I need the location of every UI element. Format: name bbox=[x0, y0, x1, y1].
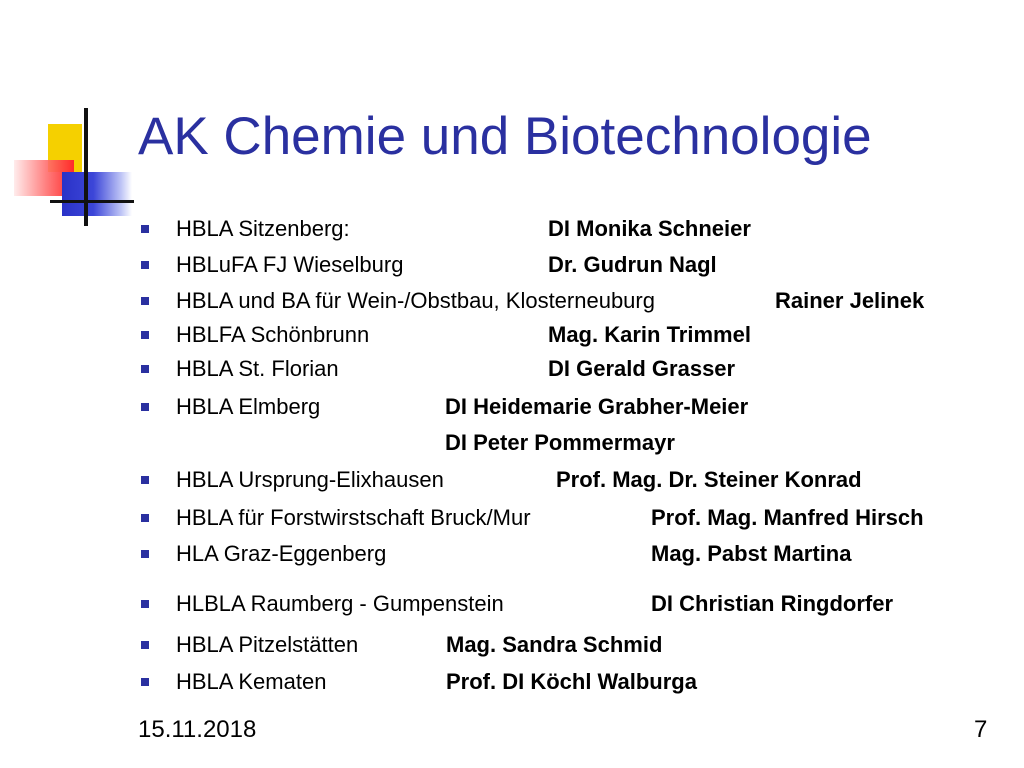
bullet-icon bbox=[141, 678, 149, 686]
list-item bbox=[0, 505, 1024, 533]
bullet-icon bbox=[141, 297, 149, 305]
bullet-icon bbox=[141, 331, 149, 339]
list-item bbox=[0, 467, 1024, 495]
bullet-icon bbox=[141, 225, 149, 233]
bullet-icon bbox=[141, 600, 149, 608]
blue-block-decoration bbox=[62, 172, 132, 216]
page-number: 7 bbox=[974, 716, 988, 743]
school-name: HBLA Ursprung-Elixhausen bbox=[176, 467, 444, 492]
list-item bbox=[0, 541, 1024, 569]
bullet-icon bbox=[141, 261, 149, 269]
footer-date: 15.11.2018 bbox=[138, 716, 257, 743]
school-name: HBLuFA FJ Wieselburg bbox=[176, 252, 404, 277]
school-name: HBLA Sitzenberg: bbox=[176, 216, 350, 241]
vertical-line-decoration bbox=[84, 108, 88, 226]
list-item bbox=[0, 252, 1024, 280]
contact-person-secondary: DI Peter Pommermayr bbox=[445, 430, 675, 455]
contact-person: Prof. Mag. Dr. Steiner Konrad bbox=[556, 467, 862, 492]
slide-title: AK Chemie und Biotechnologie bbox=[138, 107, 872, 166]
contact-person: Dr. Gudrun Nagl bbox=[548, 252, 717, 277]
school-name: HBLA Elmberg bbox=[176, 394, 321, 419]
school-name: HLBLA Raumberg - Gumpenstein bbox=[176, 591, 504, 616]
bullet-icon bbox=[141, 641, 149, 649]
school-name: HBLA Pitzelstätten bbox=[176, 632, 359, 657]
contact-person: DI Gerald Grasser bbox=[548, 356, 736, 381]
list-item bbox=[0, 591, 1024, 619]
list-item bbox=[0, 322, 1024, 350]
contact-person: Rainer Jelinek bbox=[775, 288, 925, 313]
contact-person: Mag. Karin Trimmel bbox=[548, 322, 751, 347]
contact-person: DI Heidemarie Grabher-Meier bbox=[445, 394, 749, 419]
bullet-icon bbox=[141, 476, 149, 484]
list-item bbox=[0, 356, 1024, 384]
school-name: HBLFA Schönbrunn bbox=[176, 322, 370, 347]
school-name: HLA Graz-Eggenberg bbox=[176, 541, 387, 566]
list-item bbox=[0, 632, 1024, 660]
bullet-icon bbox=[141, 403, 149, 411]
contact-person: DI Christian Ringdorfer bbox=[651, 591, 894, 616]
school-name: HBLA Kematen bbox=[176, 669, 327, 694]
horizontal-line-decoration bbox=[50, 200, 134, 203]
school-name: HBLA St. Florian bbox=[176, 356, 339, 381]
list-item bbox=[0, 669, 1024, 697]
contact-person: Prof. DI Köchl Walburga bbox=[446, 669, 697, 694]
contact-person: Prof. Mag. Manfred Hirsch bbox=[651, 505, 924, 530]
contact-person: DI Monika Schneier bbox=[548, 216, 751, 241]
list-item bbox=[0, 288, 1024, 316]
list-item bbox=[0, 216, 1024, 244]
bullet-icon bbox=[141, 365, 149, 373]
school-name: HBLA für Forstwirstschaft Bruck/Mur bbox=[176, 505, 531, 530]
school-name: HBLA und BA für Wein-/Obstbau, Klosterneuburg bbox=[176, 288, 655, 313]
list-item bbox=[0, 394, 1024, 458]
contact-person: Mag. Pabst Martina bbox=[651, 541, 852, 566]
bullet-icon bbox=[141, 550, 149, 558]
contact-person: Mag. Sandra Schmid bbox=[446, 632, 663, 657]
bullet-icon bbox=[141, 514, 149, 522]
